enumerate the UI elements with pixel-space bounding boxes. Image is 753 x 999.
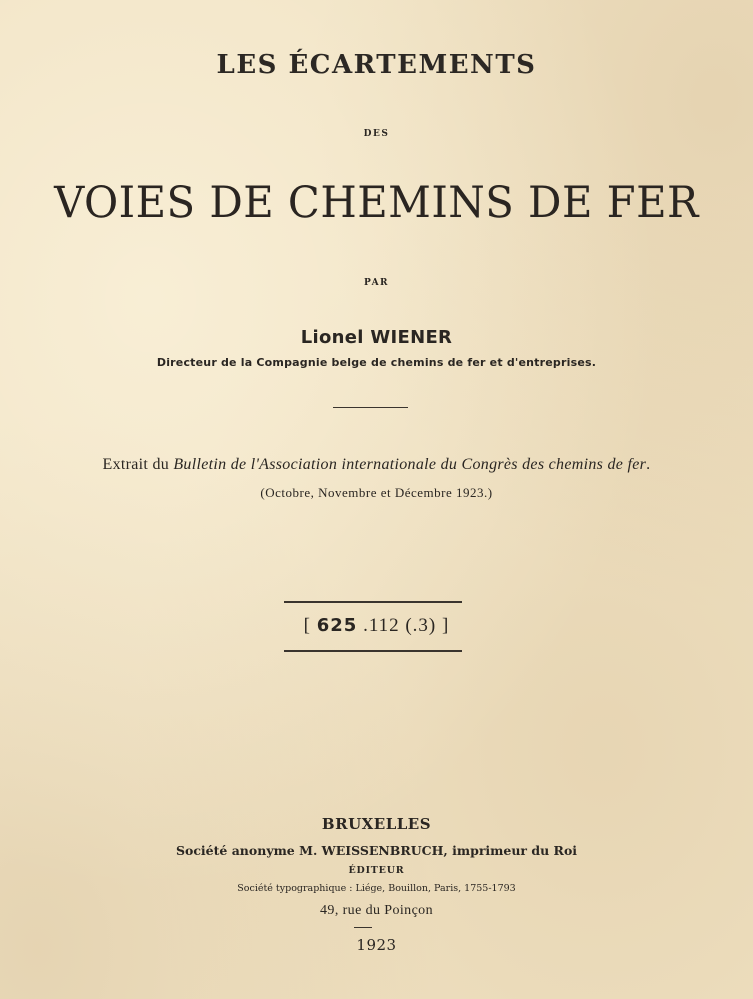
author-role: Directeur de la Compagnie belge de chemins de fer et d'entreprises. xyxy=(156,356,597,369)
imprint-typographic-society: Société typographique : Liége, Bouillon, Paris, 1755-1793 xyxy=(237,883,516,894)
classif-open-bracket: [ xyxy=(303,615,317,636)
imprint-address: 49, rue du Poinçon xyxy=(320,903,433,918)
classif-subdivision: .112 (.3) xyxy=(357,615,443,636)
imprint-editeur: ÉDITEUR xyxy=(348,865,405,876)
classif-close-bracket: ] xyxy=(442,615,450,636)
classification-code xyxy=(0,615,753,637)
classif-main-number: 625 xyxy=(316,615,358,636)
bulletin-title: Bulletin de l'Association internationale du Congrès des chemins de fer xyxy=(173,456,647,473)
divider-rule xyxy=(333,407,408,408)
main-title: VOIES DE CHEMINS DE FER xyxy=(54,178,699,228)
connector-des: DES xyxy=(363,129,390,139)
imprint-publisher: Société anonyme M. WEISSENBRUCH, imprimeur du Roi xyxy=(175,843,578,858)
publication-year: 1923 xyxy=(356,936,397,954)
publication-dates: (Octobre, Novembre et Décembre 1923.) xyxy=(260,485,493,500)
author-name: Lionel WIENER xyxy=(300,327,453,348)
extract-line xyxy=(0,456,753,474)
title-top: LES ÉCARTEMENTS xyxy=(216,50,537,80)
connector-par: PAR xyxy=(363,278,390,288)
extract-suffix: . xyxy=(646,456,651,473)
classification-rule-bottom xyxy=(284,650,462,652)
extract-prefix: Extrait du xyxy=(102,456,174,473)
imprint-city: BRUXELLES xyxy=(321,815,432,833)
year-divider xyxy=(354,927,372,928)
classification-rule-top xyxy=(284,601,462,603)
